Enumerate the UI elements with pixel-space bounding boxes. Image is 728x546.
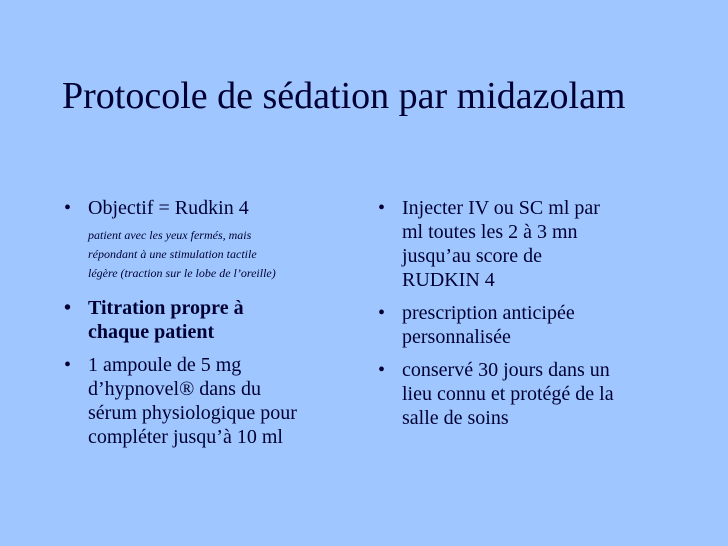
- injection-line: Injecter IV ou SC ml par: [402, 197, 600, 219]
- bullet-icon: •: [64, 354, 72, 376]
- bullet-icon: •: [378, 359, 386, 381]
- storage-line: salle de soins: [402, 407, 509, 429]
- titration-line: chaque patient: [88, 321, 215, 343]
- list-item-ampoule: [62, 353, 362, 449]
- objective-text: Objectif = Rudkin 4: [88, 197, 249, 219]
- titration-line: Titration propre à: [88, 297, 244, 319]
- injection-line: RUDKIN 4: [402, 269, 495, 291]
- ampoule-line: d’hypnovel® dans du: [88, 378, 261, 400]
- list-item-prescription: [376, 301, 686, 349]
- bullet-icon: •: [64, 297, 72, 319]
- list-item-storage: [376, 358, 686, 430]
- list-item-titration: [62, 296, 362, 344]
- bullet-icon: •: [378, 197, 386, 219]
- storage-line: conservé 30 jours dans un: [402, 359, 610, 381]
- injection-line: jusqu’au score de: [402, 245, 542, 267]
- storage-line: lieu connu et protégé de la: [402, 383, 614, 405]
- objective-note-line: légère (traction sur le lobe de l’oreille): [88, 266, 276, 280]
- right-bullet-list: [376, 196, 686, 430]
- objective-note-line: patient avec les yeux fermés, mais: [88, 228, 252, 242]
- list-item-injection: [376, 196, 686, 292]
- slide-title: Protocole de sédation par midazolam: [62, 75, 626, 117]
- prescription-line: prescription anticipée: [402, 302, 575, 324]
- left-bullet-list: [62, 196, 362, 449]
- ampoule-line: compléter jusqu’à 10 ml: [88, 426, 283, 448]
- injection-line: ml toutes les 2 à 3 mn: [402, 221, 578, 243]
- ampoule-line: sérum physiologique pour: [88, 402, 297, 424]
- bullet-icon: •: [64, 197, 72, 219]
- list-item-objective: [62, 196, 362, 283]
- prescription-line: personnalisée: [402, 326, 511, 348]
- objective-note-line: répondant à une stimulation tactile: [88, 247, 257, 261]
- bullet-icon: •: [378, 302, 386, 324]
- objective-note: [88, 226, 362, 283]
- ampoule-line: 1 ampoule de 5 mg: [88, 354, 242, 376]
